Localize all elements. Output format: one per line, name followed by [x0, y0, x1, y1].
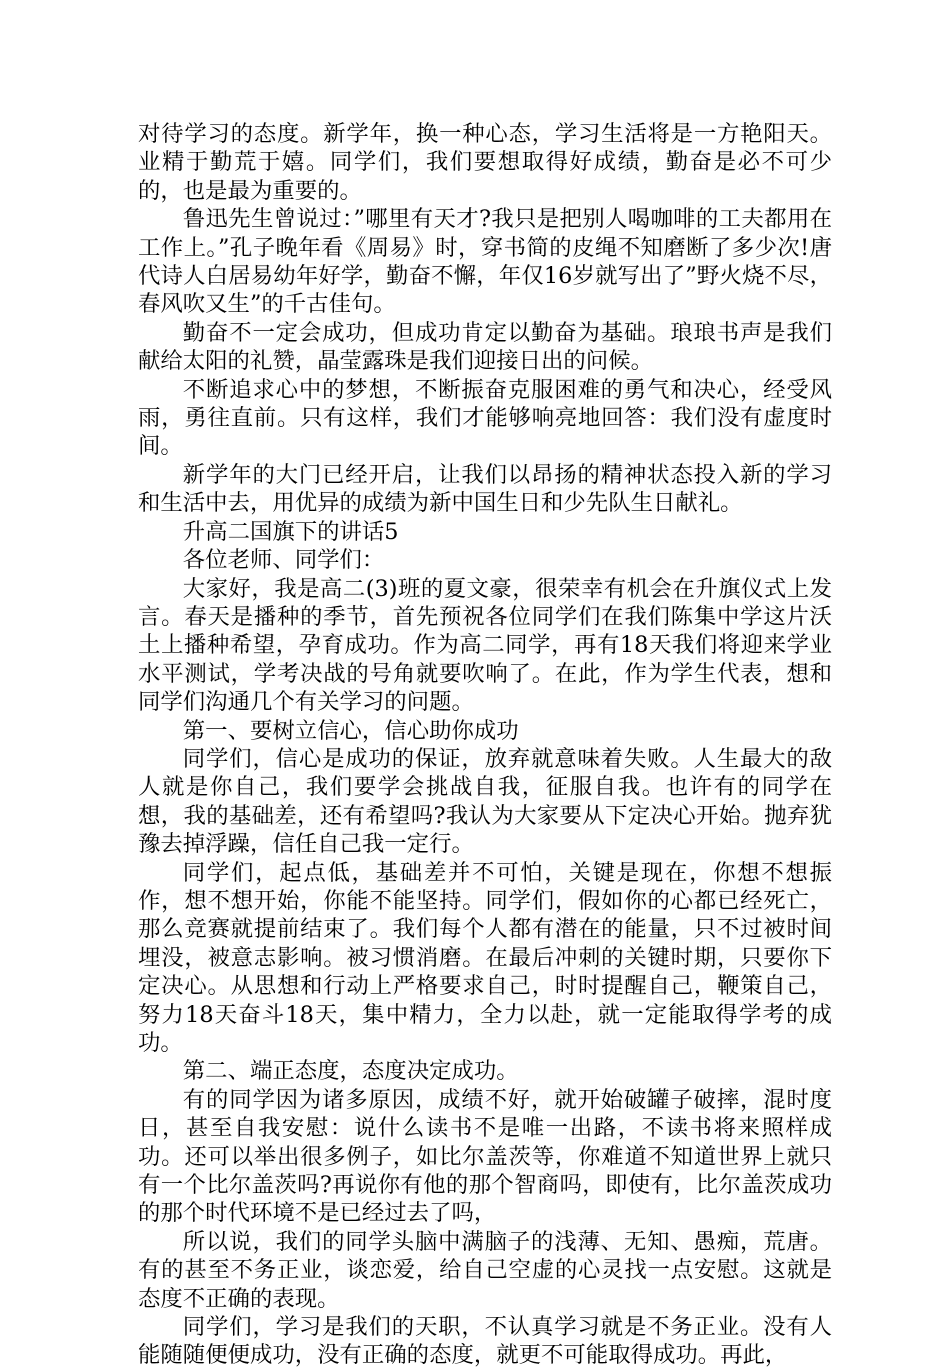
paragraph: 有的同学因为诸多原因，成绩不好，就开始破罐子破摔，混时度日，甚至自我安慰：说什么读书不是唯一出路，不读书将来照样成功。还可以举出很多例子，如比尔盖茨等，你难道不知道世界上就只有一个比尔盖茨吗?再说你有他的那个智商吗，即使有，比尔盖茨成功的那个时代环境不是已经过去了吗， [138, 1086, 832, 1227]
speech-title: 升高二国旗下的讲话5 [182, 518, 399, 545]
paragraph: 同学们，起点低，基础差并不可怕，关键是现在，你想不想振作，想不想开始，你能不能坚持。同学们，假如你的心都已经死亡，那么竞赛就提前结束了。我们每个人都有潜在的能量，只不过被时间埋没，被意志影响。被习惯消磨。在最后冲刺的关键时期，只要你下定决心。从思想和行动上严格要求自己，时时提醒自己，鞭策自己，努力18天奋斗18天，集中精力，全力以赴，就一定能取得学考的成功。 [138, 859, 832, 1056]
paragraph: 不断追求心中的梦想，不断振奋克服困难的勇气和决心，经受风雨，勇往直前。只有这样，我们才能够响亮地回答：我们没有虚度时间。 [138, 376, 832, 460]
paragraph-continued: 对待学习的态度。新学年，换一种心态，学习生活将是一方艳阳天。业精于勤荒于嬉。同学们，我们要想取得好成绩，勤奋是必不可少的，也是最为重要的。 [138, 121, 832, 204]
section-heading: 第二、端正态度，态度决定成功。 [182, 1058, 519, 1085]
paragraph: 所以说，我们的同学头脑中满脑子的浅薄、无知、愚痴，荒唐。有的甚至不务正业，谈恋爱，给自己空虚的心灵找一点安慰。这就是态度不正确的表现。 [138, 1228, 832, 1312]
paragraph: 同学们，信心是成功的保证，放弃就意味着失败。人生最大的敌人就是你自己，我们要学会挑战自我，征服自我。也许有的同学在想，我的基础差，还有希望吗?我认为大家要从下定决心开始。抛弃犹豫去掉浮躁，信任自己我一定行。 [138, 745, 832, 858]
salutation: 各位老师、同学们： [182, 547, 385, 574]
section-heading: 第一、要树立信心，信心助你成功 [182, 717, 519, 744]
paragraph: 鲁迅先生曾说过：”哪里有天才?我只是把别人喝咖啡的工夫都用在工作上。”孔子晚年看《周易》时，穿书简的皮绳不知磨断了多少次!唐代诗人白居易幼年好学，勤奋不懈，年仅16岁就写出了”野火烧不尽，春风吹又生”的千古佳句。 [138, 206, 832, 318]
paragraph: 勤奋不一定会成功，但成功肯定以勤奋为基础。琅琅书声是我们献给太阳的礼赞，晶莹露珠是我们迎接日出的问候。 [138, 319, 832, 375]
paragraph: 新学年的大门已经开启，让我们以昂扬的精神状态投入新的学习和生活中去，用优异的成绩为新中国生日和少先队生日献礼。 [138, 461, 832, 517]
document-body [138, 120, 832, 1370]
paragraph: 同学们，学习是我们的天职，不认真学习就是不务正业。没有人能随随便便成功，没有正确的态度，就更不可能取得成功。再此， [138, 1314, 832, 1369]
paragraph: 大家好，我是高二(3)班的夏文豪，很荣幸有机会在升旗仪式上发言。春天是播种的季节，首先预祝各位同学们在我们陈集中学这片沃土上播种希望，孕育成功。作为高二同学，再有18天我们将迎来学业水平测试，学考决战的号角就要吹响了。在此，作为学生代表，想和同学们沟通几个有关学习的问题。 [138, 575, 832, 716]
